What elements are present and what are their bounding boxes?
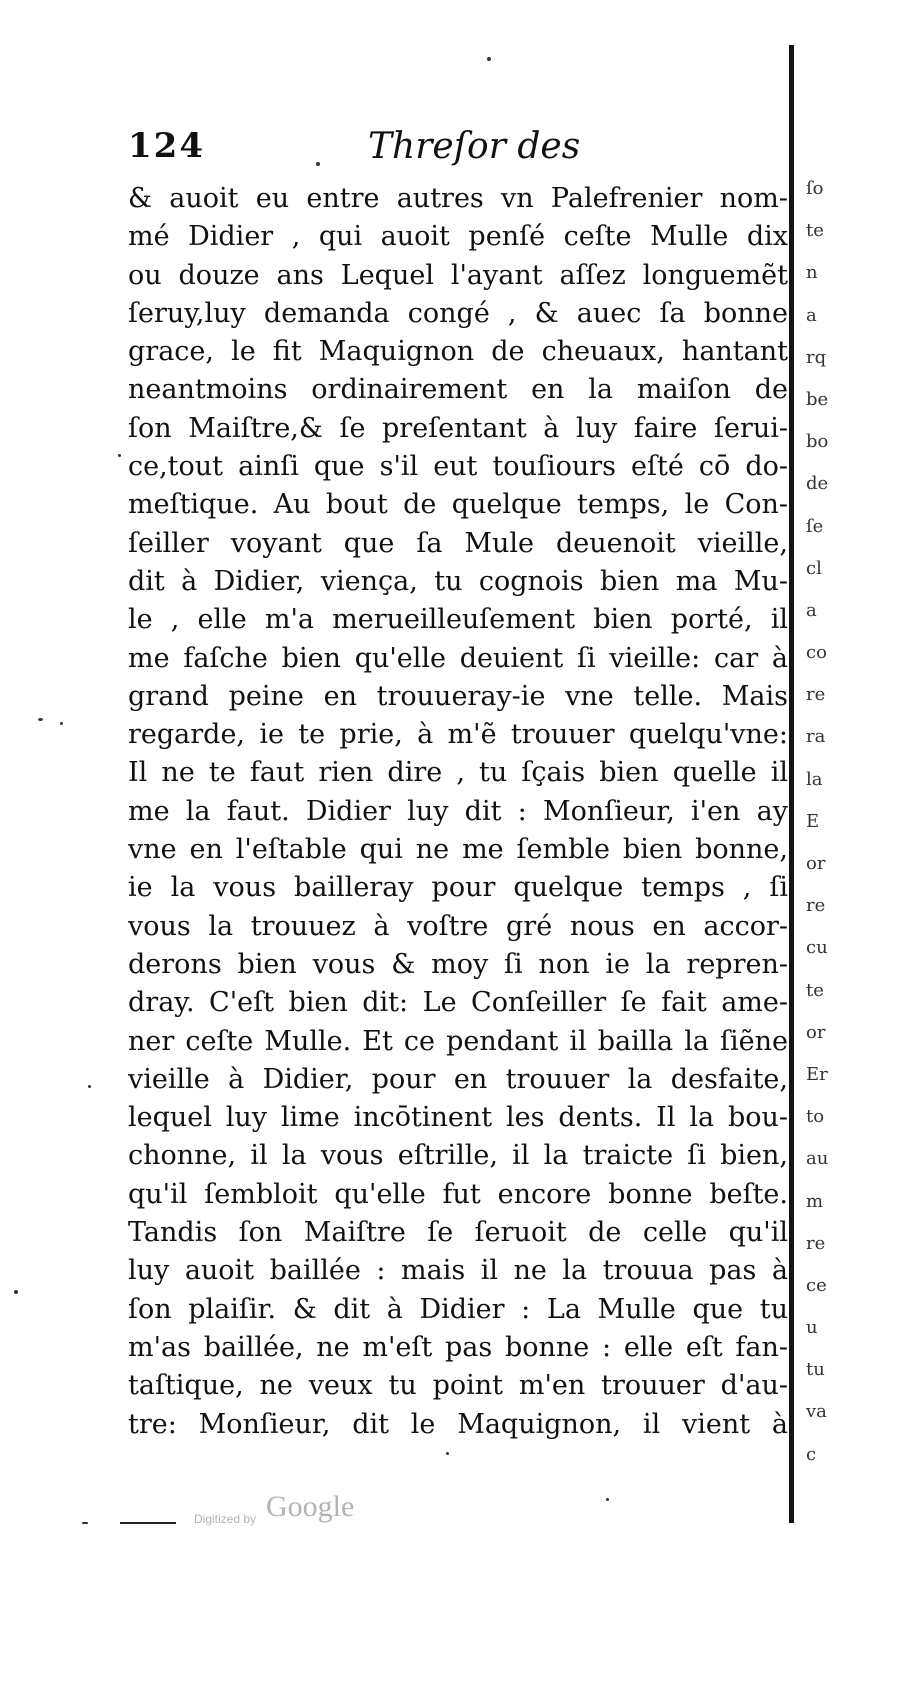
text-line: lequel luy lime incōtinent les dents. Il la bou- xyxy=(128,1102,788,1134)
text-line: luy auoit baillée : mais il ne la trouua pas à xyxy=(128,1255,788,1287)
facing-page-glyph: re xyxy=(806,684,826,706)
ink-speck xyxy=(316,162,320,166)
text-line: me la faut. Didier luy dit : Monſieur, i'en ay xyxy=(128,795,788,827)
facing-page-glyph: or xyxy=(806,1021,826,1043)
text-line: dray. C'eſt bien dit: Le Conſeiller ſe fait ame- xyxy=(128,987,788,1019)
ink-speck xyxy=(14,1290,18,1294)
ink-speck xyxy=(88,1085,91,1088)
text-line: vne en l'eſtable qui ne me ſemble bien bonne, xyxy=(128,834,788,866)
ink-speck xyxy=(487,57,491,61)
facing-page-glyph: cu xyxy=(806,937,828,959)
text-line: mé Didier , qui auoit penſé ceſte Mulle dix xyxy=(128,221,788,253)
text-line: ce,tout ainſi que s'il eut touſiours eſté cō do- xyxy=(128,451,788,483)
facing-page-glyph: de xyxy=(806,473,829,495)
gutter-rule xyxy=(789,45,794,1523)
facing-page-glyph: E xyxy=(806,810,820,832)
ink-speck xyxy=(60,722,63,725)
facing-page-glyph: co xyxy=(806,642,827,664)
ink-speck xyxy=(446,1452,449,1455)
text-line: Tandis ſon Maiſtre ſe ſeruoit de celle qu'il xyxy=(128,1217,788,1249)
text-line: ner ceſte Mulle. Et ce pendant il bailla la ſiẽne xyxy=(128,1025,788,1057)
text-line: Il ne te faut rien dire , tu ſçais bien quelle il xyxy=(128,757,788,789)
footer xyxy=(120,1490,480,1540)
text-line: ſeruy,luy demanda congé , & auec ſa bonne xyxy=(128,297,788,329)
text-line: derons bien vous & moy ſi non ie la repren- xyxy=(128,948,788,980)
facing-page-glyph: ra xyxy=(806,726,826,748)
facing-page-glyph: te xyxy=(806,979,824,1001)
text-line: m'as baillée, ne m'eſt pas bonne : elle eſt fan- xyxy=(128,1331,788,1363)
facing-page-glyph: bo xyxy=(806,431,829,453)
text-line: ſon plaiſir. & dit à Didier : La Mulle que tu xyxy=(128,1293,788,1325)
text-line: tre: Monſieur, dit le Maquignon, il vient à xyxy=(128,1408,788,1440)
footer-rule xyxy=(120,1522,176,1524)
text-line: grace, le fit Maquignon de cheuaux, hantant xyxy=(128,336,788,368)
facing-page-glyph: m xyxy=(806,1190,824,1212)
text-line: regarde, ie te prie, à m'ẽ trouuer quelqu'vne: xyxy=(128,719,788,751)
text-line: ſon Maiſtre,& ſe preſentant à luy faire ſerui- xyxy=(128,412,788,444)
facing-page-glyph: c xyxy=(806,1443,817,1465)
text-line: ou douze ans Lequel l'ayant aſſez longuemẽt xyxy=(128,259,788,291)
facing-page-glyph: ſo xyxy=(806,178,824,199)
text-line: ie la vous bailleray pour quelque temps , ſi xyxy=(128,872,788,904)
facing-page-edge xyxy=(806,168,830,1476)
text-line: qu'il ſembloit qu'elle fut encore bonne beſte. xyxy=(128,1178,788,1210)
text-line: neantmoins ordinairement en la maiſon de xyxy=(128,374,788,406)
ink-speck xyxy=(82,1522,88,1524)
ink-speck xyxy=(118,454,121,457)
facing-page-glyph: rq xyxy=(806,346,827,368)
text-line: le , elle m'a merueilleuſement bien porté, il xyxy=(128,604,788,636)
ink-speck xyxy=(606,1498,609,1501)
running-title: Threſor des xyxy=(368,126,581,167)
text-line: me faſche bien qu'elle deuient ſi vieille: car à xyxy=(128,642,788,674)
text-line: meſtique. Au bout de quelque temps, le Con- xyxy=(128,489,788,521)
text-line: taſtique, ne veux tu point m'en trouuer d'au- xyxy=(128,1370,788,1402)
text-line: grand peine en trouueray-ie vne telle. Mais xyxy=(128,680,788,712)
facing-page-glyph: au xyxy=(806,1148,829,1170)
facing-page-glyph: re xyxy=(806,1232,826,1254)
digitized-by-label: Digitized by xyxy=(194,1512,257,1526)
text-line: vous la trouuez à voſtre gré nous en accor- xyxy=(128,910,788,942)
text-line: ſeiller voyant que ſa Mule deuenoit vieille, xyxy=(128,527,788,559)
text-line: vieille à Didier, pour en trouuer la desfaite, xyxy=(128,1063,788,1095)
facing-page-glyph: a xyxy=(806,599,817,621)
google-watermark: Google xyxy=(266,1490,355,1523)
facing-page-glyph: ce xyxy=(806,1274,827,1296)
facing-page-glyph: cl xyxy=(806,557,822,579)
facing-page-glyph: la xyxy=(806,768,823,790)
facing-page-glyph: or xyxy=(806,853,826,874)
ink-speck xyxy=(38,718,43,721)
facing-page-glyph: be xyxy=(806,388,829,410)
facing-page-glyph: n xyxy=(806,262,818,284)
running-head xyxy=(128,126,828,176)
facing-page-glyph: va xyxy=(806,1401,827,1423)
facing-page-glyph: to xyxy=(806,1106,825,1128)
text-line: & auoit eu entre autres vn Palefrenier nom- xyxy=(128,183,788,214)
facing-page-glyph: a xyxy=(806,304,817,326)
page-number: 124 xyxy=(128,126,205,166)
body-text xyxy=(128,180,788,1444)
facing-page-glyph: tu xyxy=(806,1359,825,1381)
facing-page-glyph: u xyxy=(806,1317,818,1339)
text-line: chonne, il la vous eſtrille, il la traicte ſi bien, xyxy=(128,1140,788,1172)
text-line: dit à Didier, viença, tu cognois bien ma Mu- xyxy=(128,565,788,597)
facing-page-glyph: re xyxy=(806,895,826,917)
facing-page-glyph: ſe xyxy=(806,515,824,537)
facing-page-glyph: te xyxy=(806,220,824,242)
facing-page-glyph: Er xyxy=(806,1063,828,1085)
